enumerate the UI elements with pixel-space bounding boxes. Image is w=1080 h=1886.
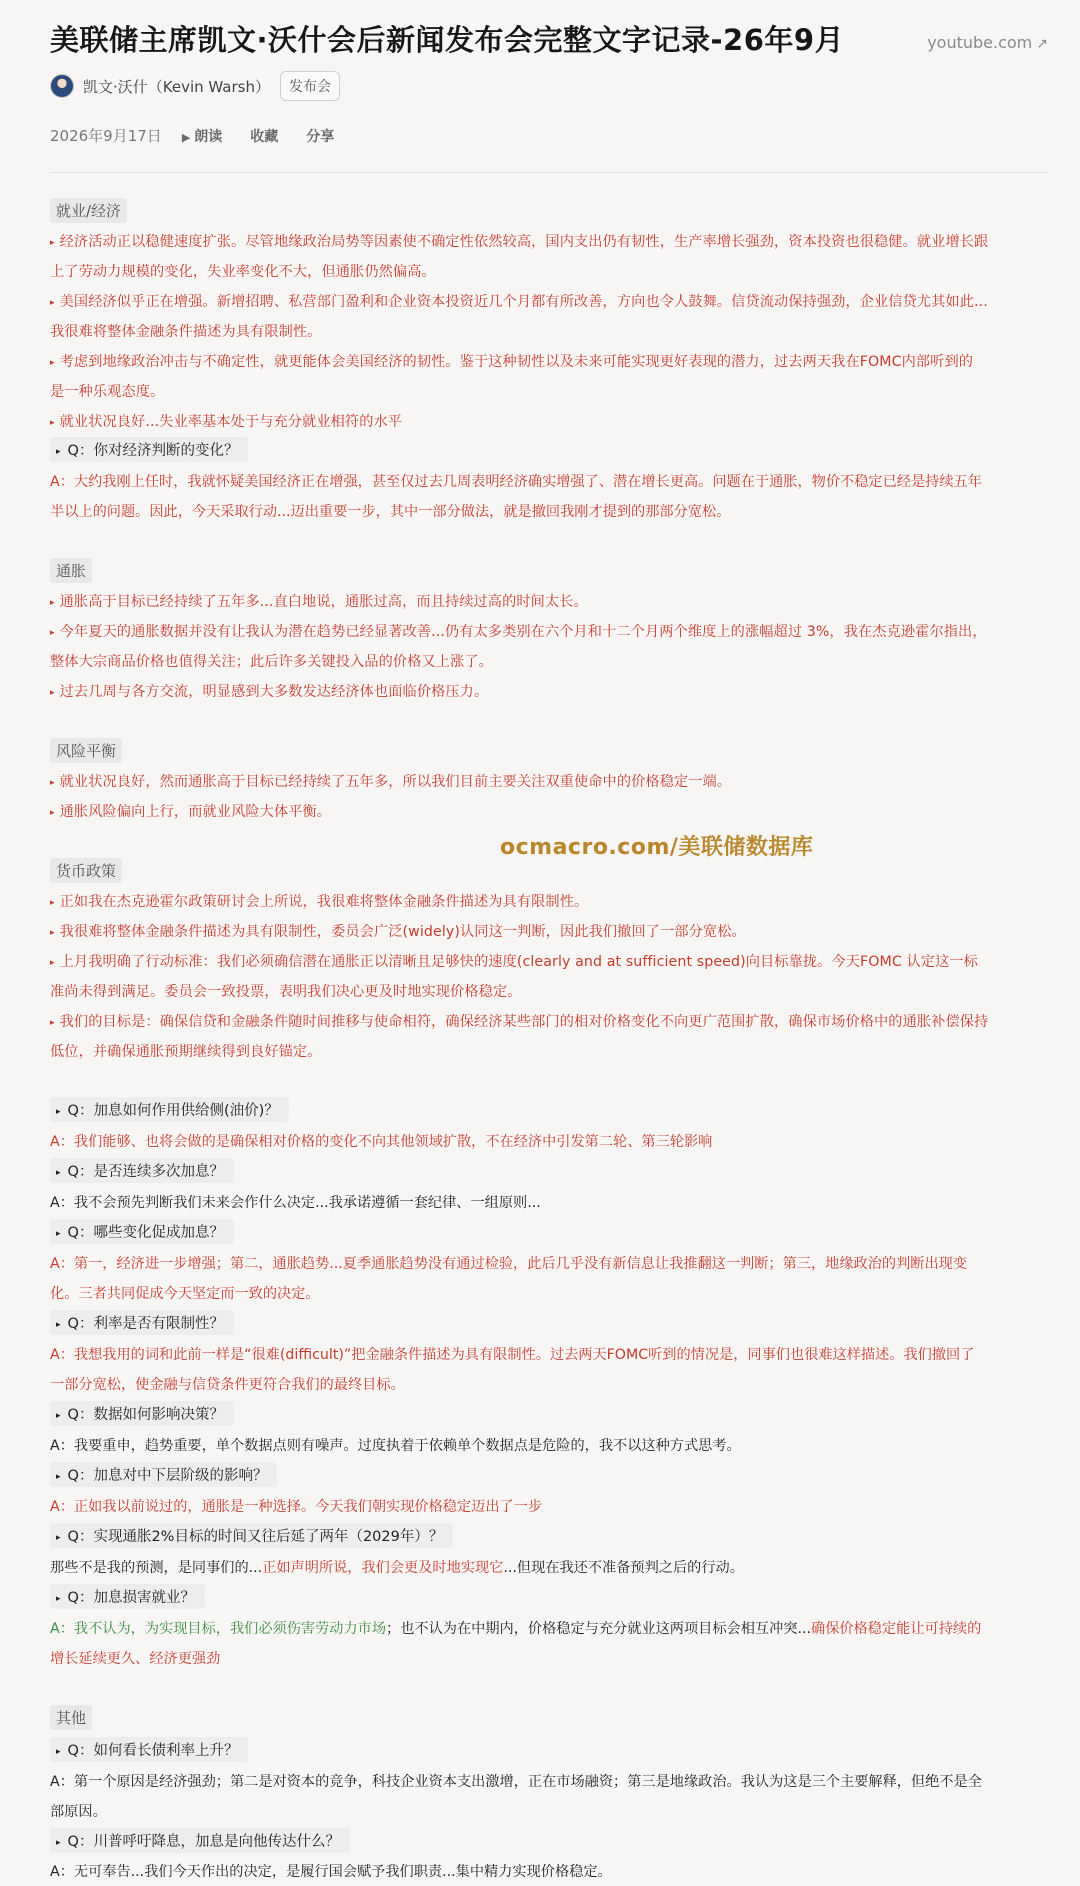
bullet-item: ▸ 通胀高于目标已经持续了五年多...直白地说，通胀过高，而且持续过高的时间太长。 xyxy=(50,594,588,610)
source-label[interactable]: youtube.com xyxy=(927,33,1033,52)
question-toggle[interactable]: ▸ Q：川普呼吁降息，加息是向他传达什么？ xyxy=(50,1828,350,1853)
bullet-item: ▸ 通胀风险偏向上行，而就业风险大体平衡。 xyxy=(50,804,332,820)
bullet-item: ▸ 正如我在杰克逊霍尔政策研讨会上所说，我很难将整体金融条件描述为具有限制性。 xyxy=(50,894,589,910)
bullet-item: ▸ 今年夏天的通胀数据并没有让我认为潜在趋势已经显著改善...仍有太多类别在六个月和十二个月两个维度上的涨幅超过 3%，我在杰克逊霍尔指出， xyxy=(50,624,987,640)
meta-row xyxy=(50,125,362,146)
bullet-item-cont: 低位，并确保通胀预期继续得到良好锚定。 xyxy=(50,1044,322,1060)
bullet-item-cont: 上了劳动力规模的变化，失业率变化不大，但通胀仍然偏高。 xyxy=(50,264,436,280)
expand-triangle-icon: ▸ xyxy=(56,1168,61,1178)
bullet-item-cont: 整体大宗商品价格也值得关注；此后许多关键投入品的价格又上涨了。 xyxy=(50,654,493,670)
watermark: ocmacro.com/美联储数据库 xyxy=(500,835,814,860)
question-toggle[interactable]: ▸ Q：如何看长债利率上升？ xyxy=(50,1737,248,1762)
section-title-inflation: 通胀 xyxy=(50,558,92,583)
favorite-button[interactable]: 收藏 xyxy=(250,128,279,145)
bullet-item: ▸ 过去几周与各方交流，明显感到大多数发达经济体也面临价格压力。 xyxy=(50,684,489,700)
question-toggle[interactable]: ▸ Q：是否连续多次加息？ xyxy=(50,1158,234,1183)
answer-text: A：我不认为，为实现目标，我们必须伤害劳动力市场；也不认为在中期内，价格稳定与充分就业这两项目标会相互冲突...确保价格稳定能让可持续的 xyxy=(50,1621,982,1637)
read-aloud-button[interactable]: ▶ 朗读 xyxy=(181,128,223,145)
bullet-icon: ▸ xyxy=(50,238,55,248)
bullet-item: ▸ 我很难将整体金融条件描述为具有限制性，委员会广泛(widely)认同这一判断，因此我们撤回了一部分宽松。 xyxy=(50,924,746,940)
expand-triangle-icon: ▸ xyxy=(56,1472,61,1482)
section-title-other: 其他 xyxy=(50,1705,92,1730)
answer-text: A：正如我以前说过的，通胀是一种选择。今天我们朝实现价格稳定迈出了一步 xyxy=(50,1499,543,1515)
answer-text: 一部分宽松，使金融与信贷条件更符合我们的最终目标。 xyxy=(50,1377,405,1393)
bullet-icon: ▸ xyxy=(50,358,55,368)
answer-text: 那些不是我的预测，是同事们的...正如声明所说，我们会更及时地实现它...但现在我还不准备预判之后的行动。 xyxy=(50,1560,744,1576)
expand-triangle-icon: ▸ xyxy=(56,1533,61,1543)
answer-text: A：我们能够、也将会做的是确保相对价格的变化不向其他领域扩散，不在经济中引发第二轮、第三轮影响 xyxy=(50,1134,713,1150)
expand-triangle-icon: ▸ xyxy=(56,1747,61,1757)
question-toggle[interactable]: ▸ Q：加息如何作用供给侧(油价)？ xyxy=(50,1097,289,1122)
bullet-item: ▸ 考虑到地缘政治冲击与不确定性，就更能体会美国经济的韧性。鉴于这种韧性以及未来可能实现更好表现的潜力，过去两天我在FOMC内部听到的 xyxy=(50,354,974,370)
bullet-icon: ▸ xyxy=(50,808,55,818)
bullet-item: ▸ 经济活动正以稳健速度扩张。尽管地缘政治局势等因素使不确定性依然较高，国内支出仍有韧性，生产率增长强劲，资本投资也很稳健。就业增长跟 xyxy=(50,234,989,250)
answer-text: 化。三者共同促成今天坚定而一致的决定。 xyxy=(50,1286,320,1302)
question-toggle[interactable]: ▸ Q：实现通胀2%目标的时间又往后延了两年（2029年）？ xyxy=(50,1523,453,1548)
bullet-icon: ▸ xyxy=(50,418,55,428)
answer-text: A：第一，经济进一步增强；第二，通胀趋势...夏季通胀趋势没有通过检验，此后几乎没有新信息让我推翻这一判断；第三，地缘政治的判断出现变 xyxy=(50,1256,968,1272)
share-button[interactable]: 分享 xyxy=(306,128,335,145)
external-link-icon[interactable]: ↗ xyxy=(1036,36,1048,52)
header-divider xyxy=(50,172,1048,173)
question-toggle[interactable]: ▸ Q：哪些变化促成加息？ xyxy=(50,1219,234,1244)
expand-triangle-icon: ▸ xyxy=(56,1838,61,1848)
bullet-icon: ▸ xyxy=(50,778,55,788)
author-row xyxy=(50,72,340,100)
answer-text: 半以上的问题。因此，今天采取行动...迈出重要一步，其中一部分做法，就是撤回我刚才提到的那部分宽松。 xyxy=(50,504,731,520)
answer-text: 部原因。 xyxy=(50,1804,107,1820)
answer-text: A：第一个原因是经济强劲；第二是对资本的竞争，科技企业资本支出激增，正在市场融资；第三是地缘政治。我认为这是三个主要解释，但绝不是全 xyxy=(50,1774,982,1790)
bullet-icon: ▸ xyxy=(50,928,55,938)
author-name: 凯文·沃什（Kevin Warsh） xyxy=(83,77,270,96)
avatar xyxy=(50,74,74,98)
section-title-risk: 风险平衡 xyxy=(50,738,122,763)
question-toggle[interactable]: ▸ Q：数据如何影响决策？ xyxy=(50,1401,234,1426)
bullet-icon: ▸ xyxy=(50,958,55,968)
section-title-policy: 货币政策 xyxy=(50,858,122,883)
bullet-icon: ▸ xyxy=(50,628,55,638)
answer-text: A：大约我刚上任时，我就怀疑美国经济正在增强，甚至仅过去几周表明经济确实增强了、潜在增长更高。问题在于通胀，物价不稳定已经是持续五年 xyxy=(50,474,982,490)
bullet-item: ▸ 就业状况良好，然而通胀高于目标已经持续了五年多，所以我们目前主要关注双重使命中的价格稳定一端。 xyxy=(50,774,732,790)
section-title-employment: 就业/经济 xyxy=(50,198,127,223)
bullet-item-cont: 是一种乐观态度。 xyxy=(50,384,165,400)
category-tag[interactable]: 发布会 xyxy=(280,71,340,101)
publish-date: 2026年9月17日 xyxy=(50,127,162,145)
bullet-icon: ▸ xyxy=(50,688,55,698)
bullet-item: ▸ 上月我明确了行动标准：我们必须确信潜在通胀正以清晰且足够快的速度(clearly and at sufficient speed)向目标靠拢。今天FOMC 认定这一标 xyxy=(50,954,978,970)
answer-text: 增长延续更久、经济更强劲 xyxy=(50,1651,221,1667)
answer-text: A：我要重申，趋势重要，单个数据点则有噪声。过度执着于依赖单个数据点是危险的，我不以这种方式思考。 xyxy=(50,1438,741,1454)
question-toggle[interactable]: ▸ Q：加息损害就业？ xyxy=(50,1584,205,1609)
play-icon[interactable]: ▶ xyxy=(181,130,191,144)
expand-triangle-icon: ▸ xyxy=(56,447,61,457)
answer-text: A：我想我用的词和此前一样是“很难(difficult)”把金融条件描述为具有限制性。过去两天FOMC听到的情况是，同事们也很难这样描述。我们撤回了 xyxy=(50,1347,975,1363)
expand-triangle-icon: ▸ xyxy=(56,1594,61,1604)
expand-triangle-icon: ▸ xyxy=(56,1411,61,1421)
question-toggle[interactable]: ▸ Q：加息对中下层阶级的影响？ xyxy=(50,1462,277,1487)
bullet-item-cont: 我很难将整体金融条件描述为具有限制性。 xyxy=(50,324,322,340)
bullet-icon: ▸ xyxy=(50,1018,55,1028)
bullet-item: ▸ 美国经济似乎正在增强。新增招聘、私营部门盈利和企业资本投资近几个月都有所改善，方向也令人鼓舞。信贷流动保持强劲，企业信贷尤其如此... xyxy=(50,294,988,310)
expand-triangle-icon: ▸ xyxy=(56,1320,61,1330)
answer-text: A：无可奉告...我们今天作出的决定，是履行国会赋予我们职责...集中精力实现价格稳定。 xyxy=(50,1864,612,1880)
bullet-item-cont: 准尚未得到满足。委员会一致投票，表明我们决心更及时地实现价格稳定。 xyxy=(50,984,522,1000)
page-title: 美联储主席凯文·沃什会后新闻发布会完整文字记录-26年9月 xyxy=(50,23,845,57)
bullet-icon: ▸ xyxy=(50,298,55,308)
expand-triangle-icon: ▸ xyxy=(56,1107,61,1117)
question-toggle[interactable]: ▸ Q：你对经济判断的变化？ xyxy=(50,437,248,462)
source-link[interactable] xyxy=(927,33,1048,52)
answer-text: A：我不会预先判断我们未来会作什么决定...我承诺遵循一套纪律、一组原则... xyxy=(50,1195,541,1211)
bullet-item: ▸ 我们的目标是：确保信贷和金融条件随时间推移与使命相符，确保经济某些部门的相对价格变化不向更广范围扩散，确保市场价格中的通胀补偿保持 xyxy=(50,1014,989,1030)
expand-triangle-icon: ▸ xyxy=(56,1229,61,1239)
bullet-icon: ▸ xyxy=(50,898,55,908)
title-row xyxy=(50,18,1048,62)
bullet-item: ▸ 就业状况良好...失业率基本处于与充分就业相符的水平 xyxy=(50,414,403,430)
question-toggle[interactable]: ▸ Q：利率是否有限制性？ xyxy=(50,1310,234,1335)
bullet-icon: ▸ xyxy=(50,598,55,608)
